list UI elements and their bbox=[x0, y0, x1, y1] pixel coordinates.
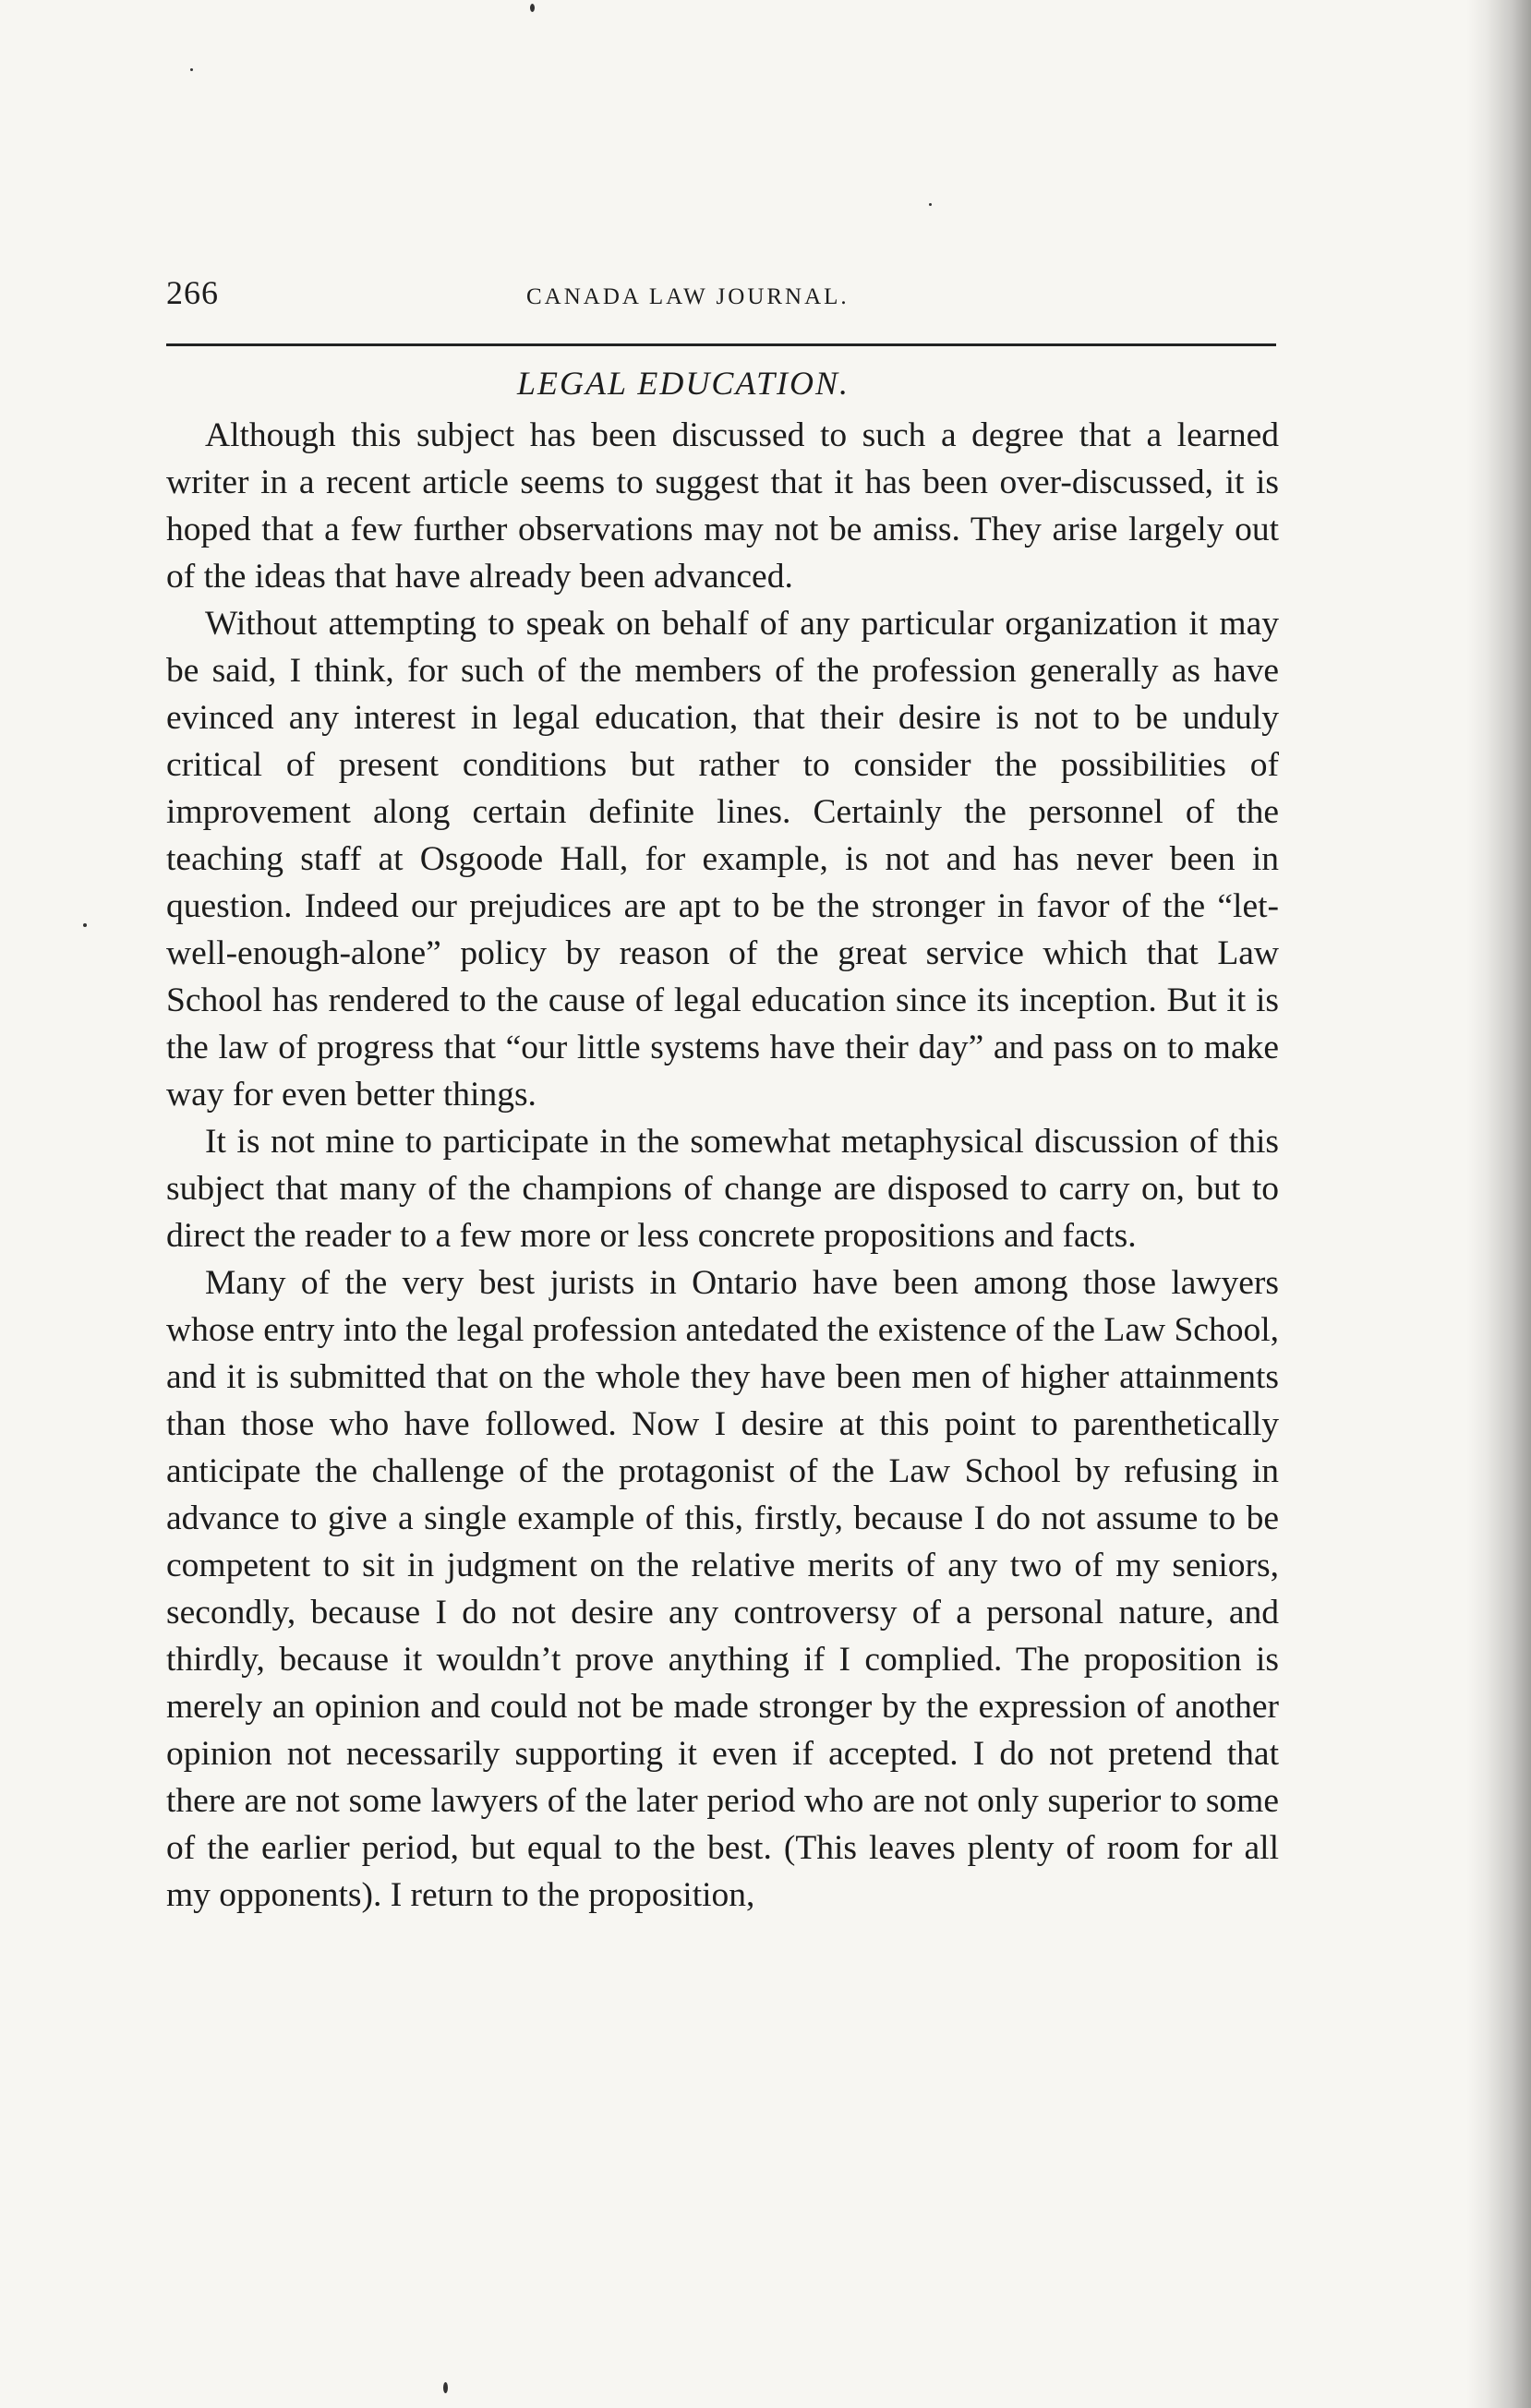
paragraph: Many of the very best jurists in Ontario have been among those lawyers whose entry into the legal profession antedated the existence of the Law School, and it is submitted that on the whole they have been men of higher attainments than those who have followed. Now I desire at this point to parenthetically anticipate the challenge of the protagonist of the Law School by refusing in advance to give a single example of this, firstly, because I do not assume to be competent to sit in judgment on the relative merits of any two of my seniors, secondly, because I do not desire any controversy of a personal nature, and thirdly, because it wouldn’t prove anything if I complied. The proposition is merely an opinion and could not be made stronger by the expression of another opinion not necessarily supporting it even if accepted. I do not pretend that there are not some lawyers of the later period who are not only superior to some of the earlier period, but equal to the best. (This leaves plenty of room for all my opponents). I return to the proposition, bbox=[166, 1264, 1279, 1914]
article-title: LEGAL EDUCATION. bbox=[517, 365, 850, 402]
page-edge-shadow bbox=[1466, 0, 1531, 2408]
paragraph: Without attempting to speak on behalf of any particular organization it may be said, I think, for such of the members of the profession generally as have evinced any interest in legal education, that their desire is not to be unduly critical of present conditions but rather to consider the possibilities of improvement along certain definite lines. Certainly the personnel of the teaching staff at Osgoode Hall, for example, is not and has never been in question. Indeed our prejudices are apt to be the stronger in favor of the “let-well-enough-alone” policy by reason of the great service which that Law School has rendered to the cause of legal education since its inception. But it is the law of progress that “our little systems have their day” and pass on to make way for even better things. bbox=[166, 605, 1279, 1114]
page-number: 266 bbox=[166, 274, 219, 311]
page-header bbox=[166, 273, 1274, 329]
article-body bbox=[166, 412, 1279, 1919]
running-head: CANADA LAW JOURNAL. bbox=[526, 284, 850, 309]
scan-speck bbox=[929, 203, 932, 206]
scan-speck bbox=[443, 2382, 448, 2393]
scan-speck bbox=[83, 923, 87, 927]
scan-speck bbox=[190, 68, 193, 71]
paragraph: It is not mine to participate in the somewhat metaphysical discussion of this subject that many of the champions of change are disposed to carry on, but to direct the reader to a few more or less concrete propositions and facts. bbox=[166, 1123, 1279, 1255]
header-rule bbox=[166, 343, 1276, 346]
scan-speck bbox=[530, 4, 535, 12]
paragraph: Although this subject has been discussed to such a degree that a learned writer in a recent article seems to suggest that it has been over-discussed, it is hoped that a few further observations may not be amiss. They arise largely out of the ideas that have already been advanced. bbox=[166, 416, 1279, 596]
